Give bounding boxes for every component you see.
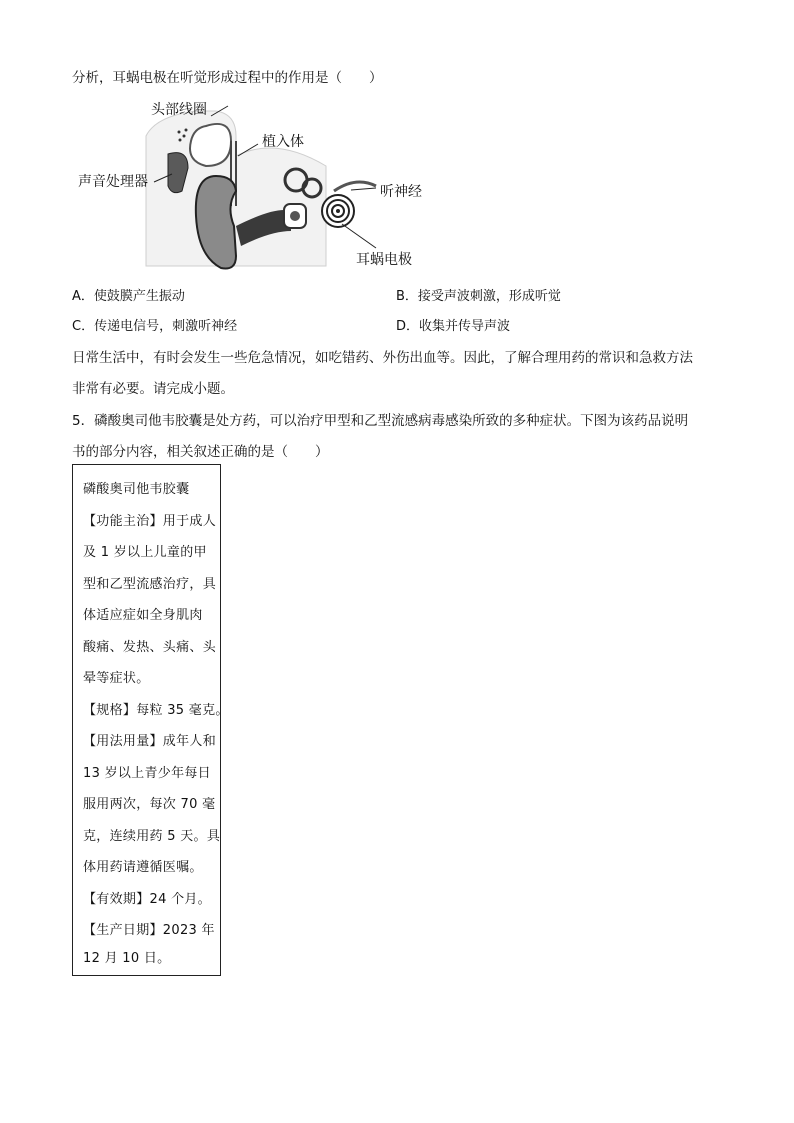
label-cochlear-electrode: 耳蜗电极 [356, 252, 412, 268]
question-5-line-1: 5．磷酸奥司他韦胶囊是处方药，可以治疗甲型和乙型流感病毒感染所致的多种症状。下图为该药品说明 [72, 413, 689, 429]
label-line: 13 岁以上青少年每日 [83, 766, 211, 781]
label-line: 【生产日期】2023 年 [83, 923, 215, 938]
label-line: 【有效期】24 个月。 [83, 892, 211, 907]
intro-line-1: 日常生活中，有时会发生一些危急情况，如吃错药、外伤出血等。因此，了解合理用药的常识和急救方法 [72, 350, 693, 366]
label-line: 及 1 岁以上儿童的甲 [83, 545, 207, 560]
label-line: 体适应症如全身肌肉 [83, 608, 203, 623]
label-line: 酸痛、发热、头痛、头 [83, 640, 217, 655]
label-line: 【功能主治】用于成人 [83, 514, 217, 529]
drug-label-box [72, 464, 229, 976]
label-line: 【用法用量】成年人和 [83, 734, 217, 749]
intro-line-2: 非常有必要。请完成小题。 [72, 381, 234, 397]
label-line: 服用两次，每次 70 毫 [83, 797, 216, 812]
label-head-coil: 头部线圈 [151, 102, 207, 118]
label-line: 【规格】每粒 35 毫克。 [83, 703, 229, 718]
option-a[interactable]: A．使鼓膜产生振动 [72, 289, 185, 304]
question-5-line-2: 书的部分内容，相关叙述正确的是（ ） [72, 444, 329, 460]
label-line: 型和乙型流感治疗，具 [83, 577, 217, 592]
head-coil-shape [190, 124, 231, 166]
label-implant: 植入体 [262, 134, 304, 150]
label-line: 12 月 10 日。 [83, 951, 171, 966]
option-d[interactable]: D．收集并传导声波 [396, 319, 511, 334]
option-c[interactable]: C．传递电信号，刺激听神经 [72, 319, 238, 334]
label-auditory-nerve: 听神经 [380, 184, 422, 200]
question-4-stem: 分析，耳蜗电极在听觉形成过程中的作用是（ ） [72, 70, 383, 86]
cochlear-implant-diagram [76, 96, 436, 276]
option-b[interactable]: B．接受声波刺激，形成听觉 [396, 289, 561, 304]
label-sound-processor: 声音处理器 [78, 174, 148, 190]
label-line: 晕等症状。 [83, 671, 150, 686]
label-line: 克，连续用药 5 天。具 [83, 829, 221, 844]
label-line-title: 磷酸奥司他韦胶囊 [83, 482, 190, 497]
label-line: 体用药请遵循医嘱。 [83, 860, 203, 875]
